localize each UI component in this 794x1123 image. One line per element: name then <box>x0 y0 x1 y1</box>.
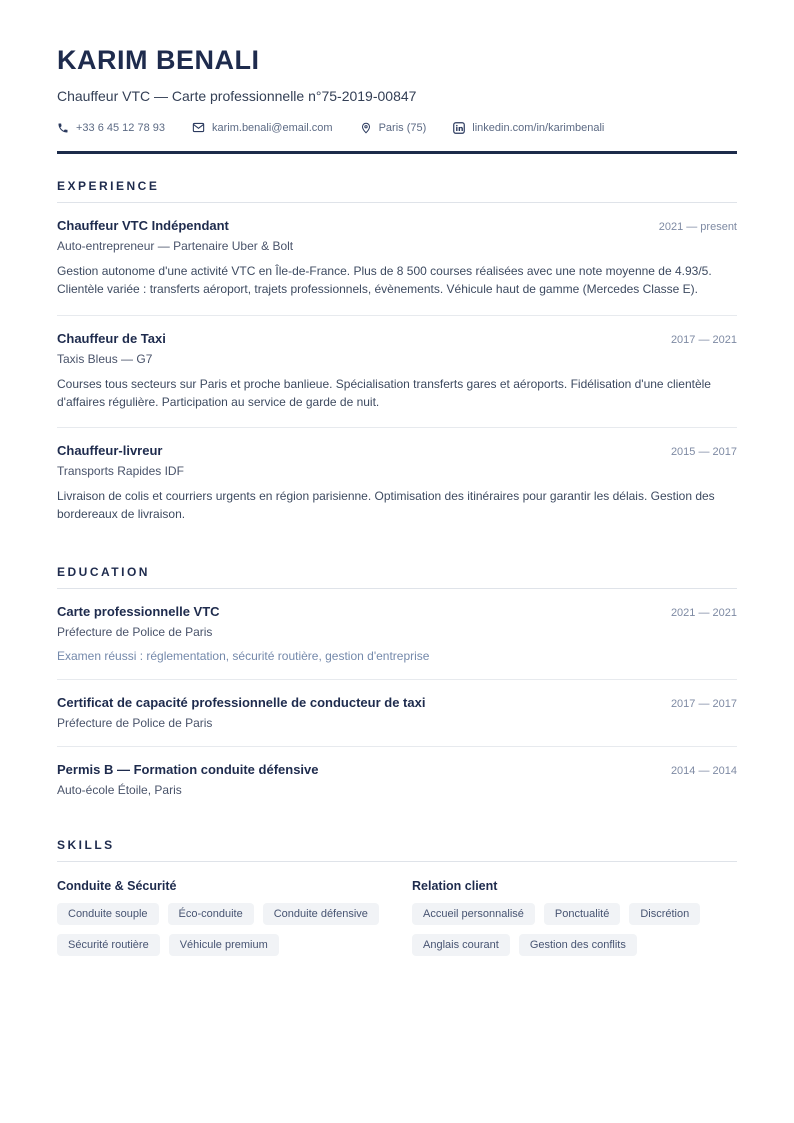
degree-title: Permis B — Formation conduite défensive <box>57 761 319 777</box>
skill-chip: Conduite défensive <box>263 903 379 925</box>
job-dates: 2015 — 2017 <box>670 446 737 459</box>
job-title: Chauffeur VTC Indépendant <box>57 218 229 234</box>
professional-title: Chauffeur VTC — Carte professionnelle n°75-2019-00847 <box>57 88 417 105</box>
contact-location <box>360 122 427 134</box>
skill-chips <box>412 903 737 956</box>
degree-school: Préfecture de Police de Paris <box>57 624 213 639</box>
email-icon <box>192 121 205 134</box>
skill-chip: Discrétion <box>629 903 700 925</box>
job-description: Livraison de colis et courriers urgents en région parisienne. Optimisation des itinéraires pour garantir les délais. Gestion des bordereaux de livraison. <box>57 489 715 522</box>
skill-chip: Anglais courant <box>412 934 510 956</box>
education-item <box>57 680 737 747</box>
contact-linkedin <box>453 122 604 134</box>
degree-dates: 2014 — 2014 <box>670 764 737 777</box>
contact-email-text: karim.benali@email.com <box>212 121 333 134</box>
experience-item <box>57 316 737 429</box>
skill-group-label: Conduite & Sécurité <box>57 878 177 893</box>
education-item <box>57 747 737 813</box>
skill-chips <box>57 903 382 956</box>
section-title-skills: SKILLS <box>57 837 115 852</box>
contact-row <box>57 121 737 134</box>
header-divider <box>57 151 737 154</box>
contact-linkedin-text: linkedin.com/in/karimbenali <box>472 121 605 134</box>
job-description: Gestion autonome d'une activité VTC en Île-de-France. Plus de 8 500 courses réalisées avec une note moyenne de 4.93/5. Clientèle variée : transferts aéroport, trajets professionnels, évènements. Véhicule haut de gamme (Mercedes Classe E). <box>57 264 712 297</box>
job-title: Chauffeur-livreur <box>57 443 163 459</box>
skill-chip: Sécurité routière <box>57 934 160 956</box>
degree-title: Certificat de capacité professionnelle de conducteur de taxi <box>57 694 426 710</box>
skill-group-conduite <box>57 879 382 956</box>
skill-chip: Gestion des conflits <box>519 934 637 956</box>
skill-group-relation-client <box>412 879 737 956</box>
degree-title: Carte professionnelle VTC <box>57 603 220 619</box>
section-divider <box>57 861 737 862</box>
job-description: Courses tous secteurs sur Paris et proche banlieue. Spécialisation transferts gares et aéroports. Fidélisation d'une clientèle d'affaires régulière. Participation au service de garde de nuit. <box>57 376 711 409</box>
job-company: Taxis Bleus — G7 <box>57 351 153 366</box>
degree-school: Auto-école Étoile, Paris <box>57 782 182 797</box>
degree-dates: 2021 — 2021 <box>670 606 737 619</box>
skill-group-label: Relation client <box>412 878 498 893</box>
skill-chip: Véhicule premium <box>169 934 279 956</box>
job-company: Auto-entrepreneur — Partenaire Uber & Bolt <box>57 239 294 254</box>
section-title-experience: EXPERIENCE <box>57 179 160 194</box>
skills-grid <box>57 879 737 956</box>
degree-note: Examen réussi : réglementation, sécurité routière, gestion d'entreprise <box>57 648 430 663</box>
section-education <box>57 565 737 813</box>
contact-phone-text: +33 6 45 12 78 93 <box>76 121 165 134</box>
phone-icon <box>57 122 69 134</box>
contact-phone <box>57 122 165 134</box>
job-company: Transports Rapides IDF <box>57 464 184 479</box>
experience-item <box>57 428 737 540</box>
experience-item <box>57 203 737 316</box>
job-dates: 2017 — 2021 <box>670 333 737 346</box>
job-dates: 2021 — present <box>658 221 737 234</box>
degree-dates: 2017 — 2017 <box>670 697 737 710</box>
skill-chip: Ponctualité <box>544 903 620 925</box>
skill-chip: Accueil personnalisé <box>412 903 535 925</box>
job-title: Chauffeur de Taxi <box>57 330 166 346</box>
section-skills <box>57 838 737 956</box>
education-item <box>57 589 737 680</box>
linkedin-icon <box>453 122 465 134</box>
contact-email <box>192 121 333 134</box>
resume-header <box>57 46 737 154</box>
skill-chip: Conduite souple <box>57 903 159 925</box>
person-name: KARIM BENALI <box>57 45 260 75</box>
skill-chip: Éco-conduite <box>168 903 254 925</box>
contact-location-text: Paris (75) <box>378 121 427 134</box>
degree-school: Préfecture de Police de Paris <box>57 715 213 730</box>
section-title-education: EDUCATION <box>57 564 150 579</box>
section-experience <box>57 179 737 540</box>
location-pin-icon <box>360 122 372 134</box>
